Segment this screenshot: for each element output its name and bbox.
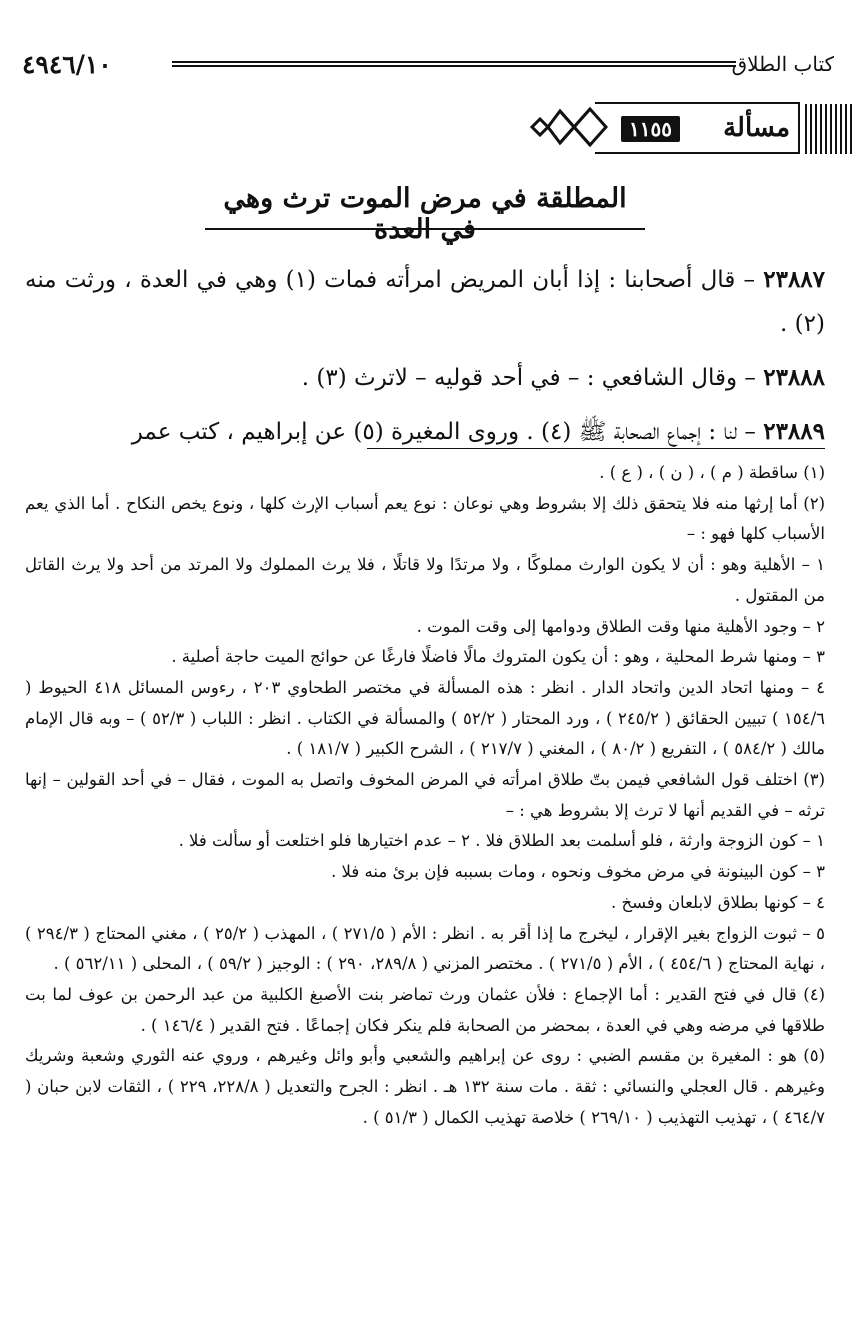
lattice-ornament-icon <box>530 97 608 157</box>
chapter-title: المطلقة في مرض الموت ترث وهي في العدة <box>223 183 627 245</box>
running-header <box>22 50 834 79</box>
masala-banner <box>530 97 855 157</box>
footnote: (٤) قال في فتح القدير : أما الإجماع : فلأن عثمان ورث تماضر بنت الأصبغ الكلبية من عبد الرحمن بن عوف لما بت طلاقها في مرضه وهي في العدة ، بمحضر من الصحابة فلم ينكر فكان إجماعًا . فتح القدير ( ١٤٦/٤ ) . <box>25 984 825 1035</box>
footnote: ٢ – وجود الأهلية منها وقت الطلاق ودوامها إلى وقت الموت . <box>416 616 825 636</box>
footnote: ١ – الأهلية وهو : أن لا يكون الوارث مملوكًا ، ولا مرتدًا ولا قاتلًا ، فلا يرث المملوك ولا المرتد من أحد ولا يرث القاتل من المقتول . <box>25 555 825 605</box>
masala-number: ١١٥٥ <box>621 116 680 142</box>
paragraph-23887 <box>25 258 825 346</box>
footnote: ٤ – كونها بطلاق لابلعان وفسخ . <box>610 892 825 912</box>
paragraph-23888 <box>25 356 825 400</box>
paragraph-text: – لنا : إجماع الصحابة ﷺ (٤) . وروى المغيرة (٥) عن إبراهيم ، كتب عمر <box>131 419 756 445</box>
banner-bars-ornament <box>805 104 855 154</box>
paragraph-text: – قال أصحابنا : إذا أبان المريض امرأته فمات (١) وهي في العدة ، ورثت منه (٢) . <box>25 267 825 337</box>
paragraph-text: – وقال الشافعي : – في أحد قوليه – لاترث (٣) . <box>301 365 756 391</box>
footnote: ٥ – ثبوت الزواج بغير الإقرار ، ليخرج ما إذا أقر به . انظر : الأم ( ٢٧١/٥ ) ، المهذب ( ٢٥/٢ ) ، مغني المحتاج ( ٢٩٤/٣ ) ، نهاية المحتاج ( ٤٥٤/٦ ) ، الأم ( ٢٧١/٥ ) . مختصر المزني ( ٢٨٩/٨، ٢٩٠ ) : الوجيز ( ٥٩/٢ ) ، المحلى ( ٥٦٢/١١ ) . <box>25 923 825 974</box>
footnote: (١) ساقطة ( م ) ، ( ن ) ، ( ع ) . <box>599 463 825 482</box>
footnote: ١ – كون الزوجة وارثة ، فلو أسلمت بعد الطلاق فلا . ٢ – عدم اختيارها فلو اختلعت أو سألت فلا . <box>178 831 825 851</box>
page-number: ٤٩٤٦/١٠ <box>22 50 112 79</box>
main-text <box>25 258 825 464</box>
book-title: كتاب الطلاق <box>731 52 834 76</box>
paragraph-number: ٢٣٨٨٩ <box>763 418 825 445</box>
banner-box <box>595 102 800 154</box>
footnotes <box>25 458 825 1133</box>
footnote: (٣) اختلف قول الشافعي فيمن بتّ طلاق امرأته في المرض المخوف واتصل به الموت ، فقال – في أحد القولين – إنها ترثه – في القديم أنها لا ترث إلا بشروط هي : – <box>25 770 825 820</box>
footnote: ٣ – ومنها شرط المحلية ، وهو : أن يكون المتروك مالًا فاضلًا فارغًا عن حوائج الميت حاجة أصلية . <box>171 647 825 667</box>
footnote: ٤ – ومنها اتحاد الدين واتحاد الدار . انظر : هذه المسألة في مختصر الطحاوي ٢٠٣ ، رءوس المسائل ٤١٨ الحيوط ( ١٥٤/٦ ) تبيين الحقائق ( ٢٤٥/٢ ) ، ورد المحتار ( ٥٢/٢ ) والمسألة في الكتاب . انظر : اللباب ( ٥٢/٣ ) – وبه قال الإمام مالك ( ٥٨٤/٢ ) ، التفريع ( ٨٠/٢ ) ، المغني ( ٢١٧/٧ ) ، الشرح الكبير ( ١٨١/٧ ) . <box>25 677 826 759</box>
footnote: (٥) هو : المغيرة بن مقسم الضبي : روى عن إبراهيم والشعبي وأبو وائل وغيرهم ، وروي عنه الثوري وشعبة وشريك وغيرهم . قال العجلي والنسائي : ثقة . مات سنة ١٣٢ هـ . انظر : الجرح والتعديل ( ٢٢٨/٨، ٢٢٩ ) ، الثقات لابن حبان ( ٤٦٤/٧ ) ، تهذيب التهذيب ( ٢٦٩/١٠ ) خلاصة تهذيب الكمال ( ٥١/٣ ) . <box>25 1046 825 1127</box>
footnote-separator <box>367 448 825 449</box>
paragraph-number: ٢٣٨٨٨ <box>763 364 825 391</box>
title-rule <box>205 228 645 230</box>
footnote: ٣ – كون البينونة في مرض مخوف ونحوه ، ومات بسببه فإن برئ منه فلا . <box>331 862 825 882</box>
footnote: (٢) أما إرثها منه فلا يتحقق ذلك إلا بشروط وهي نوعان : نوع يعم أسباب الإرث كلها ، ونوع يخص النكاح . أما الذي يعم الأسباب كلها فهو : – <box>25 493 825 544</box>
masala-label: مسألة <box>723 113 790 143</box>
header-rule <box>172 61 736 67</box>
paragraph-number: ٢٣٨٨٧ <box>763 266 826 293</box>
